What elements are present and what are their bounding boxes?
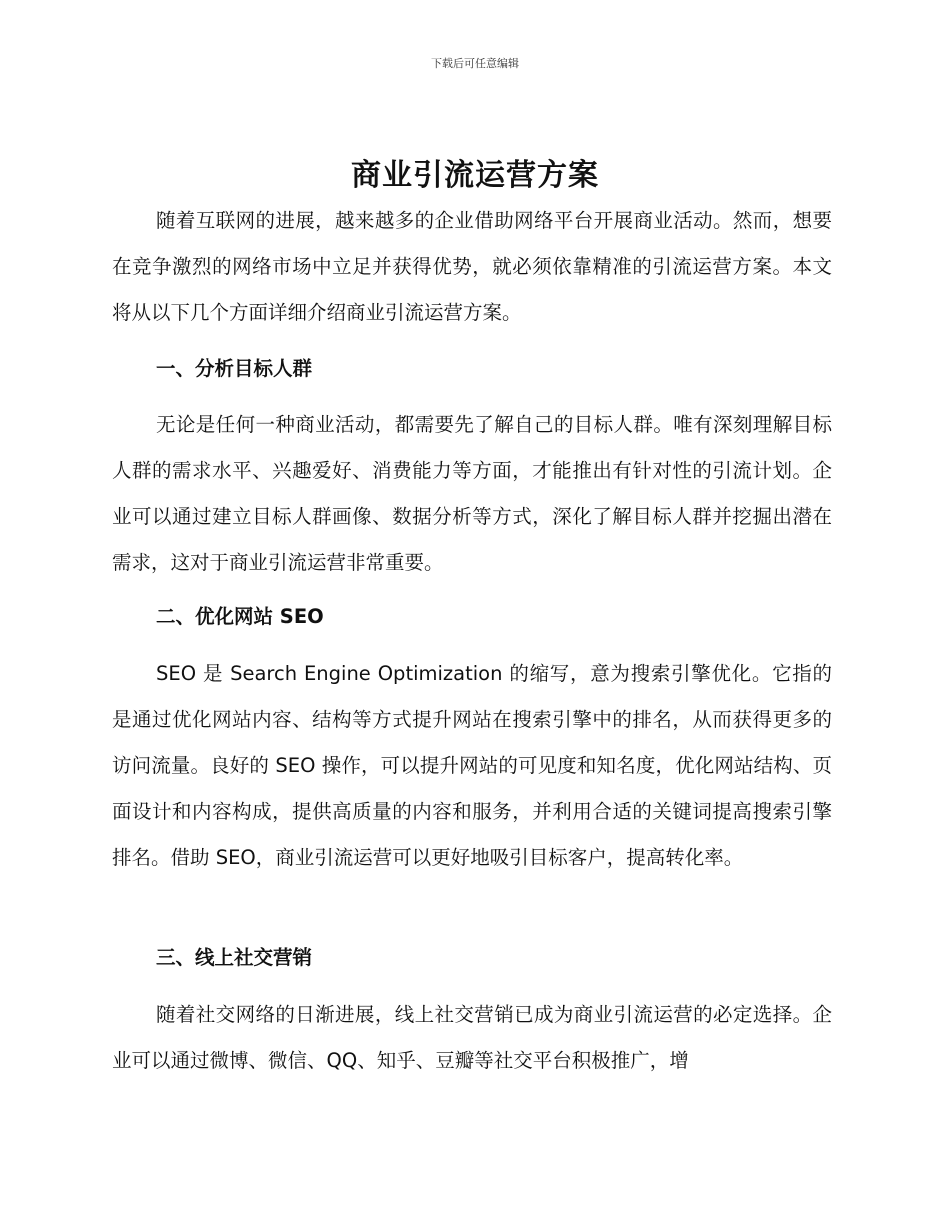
header-note: 下载后可任意编辑 [431,57,519,70]
document-title: 商业引流运营方案 [351,158,599,193]
section-body-1: 无论是任何一种商业活动，都需要先了解自己的目标人群。唯有深刻理解目标人群的需求水平、兴趣爱好、消费能力等方面，才能推出有针对性的引流计划。企业可以通过建立目标人群画像、数据分析等方式，深化了解目标人群并挖掘出潜在需求，这对于商业引流运营非常重要。 [112,413,832,574]
section-body-3: 随着社交网络的日渐进展，线上社交营销已成为商业引流运营的必定选择。企业可以通过微博、微信、QQ、知乎、豆瓣等社交平台积极推广，增 [112,1003,832,1072]
section-heading-2: 二、优化网站 SEO [156,605,324,628]
section-body-2: SEO 是 Search Engine Optimization 的缩写，意为搜索引擎优化。它指的是通过优化网站内容、结构等方式提升网站在搜索引擎中的排名，从而获得更多的访问流量。良好的 SEO 操作，可以提升网站的可见度和知名度，优化网站结构、页面设计和内容构成，提供高质量的内容和服务，并利用合适的关键词提高搜索引擎排名。借助 SEO，商业引流运营可以更好地吸引目标客户，提高转化率。 [112,662,832,869]
intro-paragraph: 随着互联网的进展，越来越多的企业借助网络平台开展商业活动。然而，想要在竞争激烈的网络市场中立足并获得优势，就必须依靠精准的引流运营方案。本文将从以下几个方面详细介绍商业引流运营方案。 [112,209,832,324]
section-heading-1: 一、分析目标人群 [156,357,313,380]
section-heading-3: 三、线上社交营销 [156,946,313,969]
